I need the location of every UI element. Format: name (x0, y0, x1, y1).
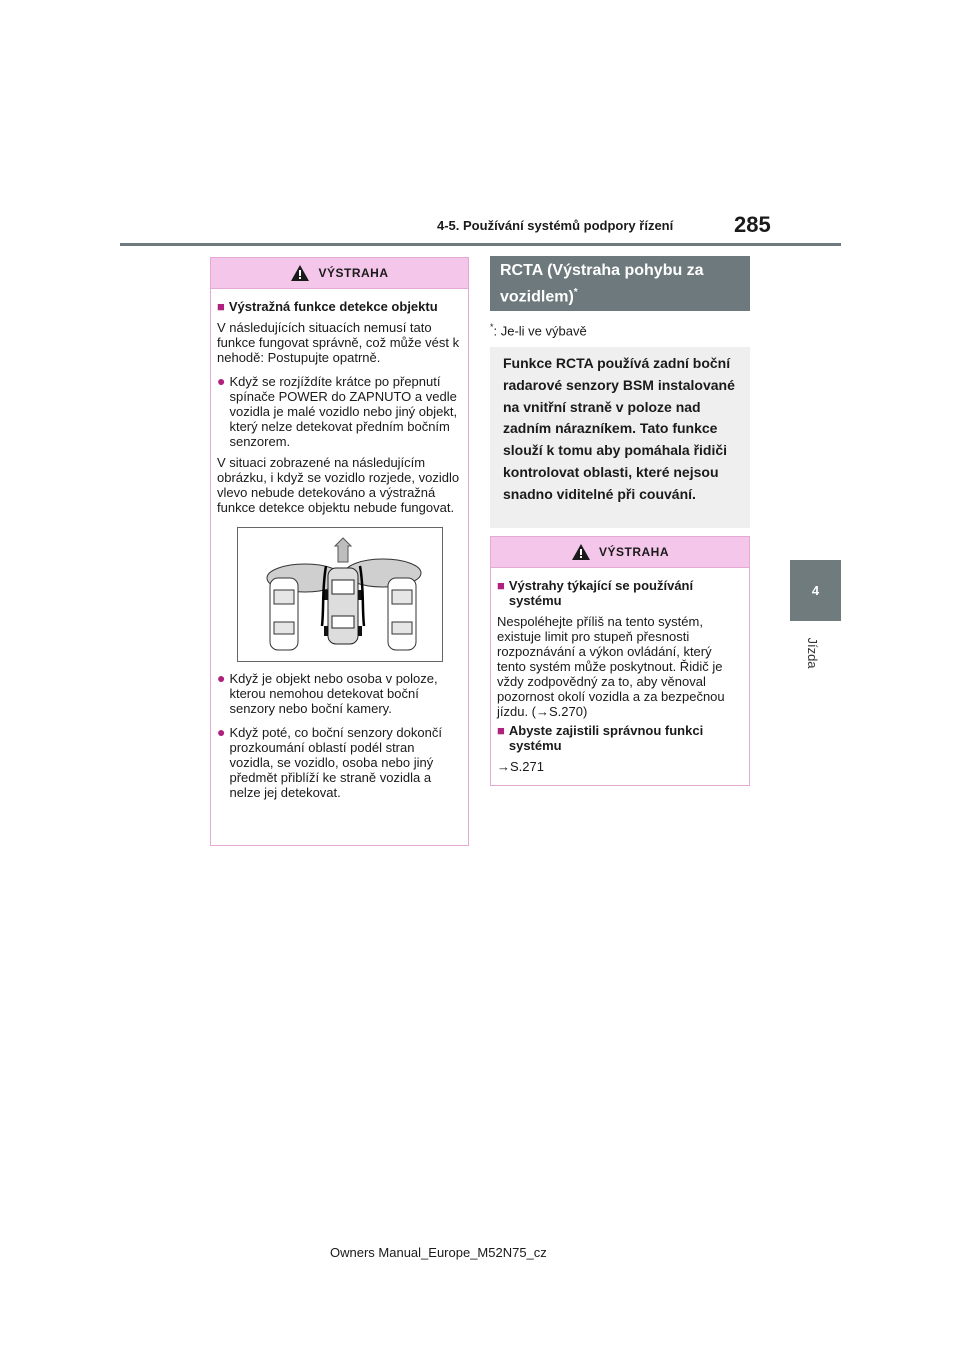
section-heading: RCTA (Výstraha pohybu za vozidlem)* (490, 256, 750, 311)
circle-bullet-icon: ● (217, 670, 226, 686)
illustration (237, 527, 443, 662)
page-reference: →S.271 (497, 759, 544, 774)
summary-box: Funkce RCTA používá zadní boční radarové senzory BSM instalované na vnitřní straně v poloze nad zadním nárazníkem. Tato funkce slouží k tomu aby pomáhala řidiči kontrolovat oblasti, které nejsou snadno viditelné při couvání. (490, 347, 750, 528)
warning-bullet: ● Když se rozjíždíte krátce po přepnutí spínače POWER do ZAPNUTO a vedle vozidla je malé vozidlo nebo jiný objekt, který nelze detekovat předním bočním senzorem. (217, 373, 458, 449)
warning-paragraph: Nespoléhejte příliš na tento systém, existuje limit pro stupeň přesnosti rozpoznávání a výkon ovládání, který tento systém může poskytnout. Řidič je vždy zodpovědný za to, aby věnoval pozornost okolí vozidla a za bezpečnou jízdu. (→S.270) (497, 614, 725, 719)
square-bullet-icon: ■ (217, 299, 225, 314)
footnote-mark: * (490, 322, 494, 332)
heading-asterisk: * (573, 287, 578, 298)
warning-intro: V následujících situacích nemusí tato funkce fungovat správně, což může vést k nehodě: Postupujte opatrně. (217, 320, 460, 365)
warning-subheading: ■ Výstrahy týkající se používání systému (497, 578, 694, 608)
chapter-label: Jízda (805, 637, 820, 669)
vehicles-illustration (238, 528, 442, 661)
right-warning-box (490, 536, 750, 786)
warning-title: VÝSTRAHA (318, 266, 389, 280)
warning-header (211, 258, 468, 289)
warning-subheading: ■ Abyste zajistili správnou funkci systému (497, 723, 704, 753)
chapter-tab: 4 (790, 560, 841, 621)
footnote: *: Je-li ve výbavě (490, 322, 587, 339)
header-rule (120, 243, 841, 246)
warning-bullet: ● Když je objekt nebo osoba v poloze, kterou nemohou detekovat boční senzory nebo boční kamery. (217, 670, 438, 716)
square-bullet-icon: ■ (497, 723, 505, 738)
section-title: 4-5. Používání systémů podpory řízení (437, 218, 674, 233)
circle-bullet-icon: ● (217, 373, 226, 389)
warning-triangle-icon (571, 543, 591, 561)
page-number: 285 (734, 212, 771, 237)
footer: Owners Manual_Europe_M52N75_cz (330, 1245, 547, 1260)
square-bullet-icon: ■ (497, 578, 505, 593)
warning-subheading: ■ Výstražná funkce detekce objektu (217, 299, 438, 314)
warning-title: VÝSTRAHA (598, 545, 669, 559)
left-warning-box (210, 257, 469, 846)
warning-paragraph: V situaci zobrazené na následujícím obrázku, i když se vozidlo rozjede, vozidlo vlevo nebude detekováno a výstražná funkce detekce objektu nebude fungovat. (217, 455, 460, 515)
warning-bullet: ● Když poté, co boční senzory dokončí prozkoumání oblastí podél stran vozidla, se vozidlo, osoba nebo jiný předmět přiblíží ke straně vozidla a nelze jej detekovat. (217, 724, 442, 800)
circle-bullet-icon: ● (217, 724, 226, 740)
warning-triangle-icon (290, 264, 310, 282)
warning-header (491, 537, 749, 568)
